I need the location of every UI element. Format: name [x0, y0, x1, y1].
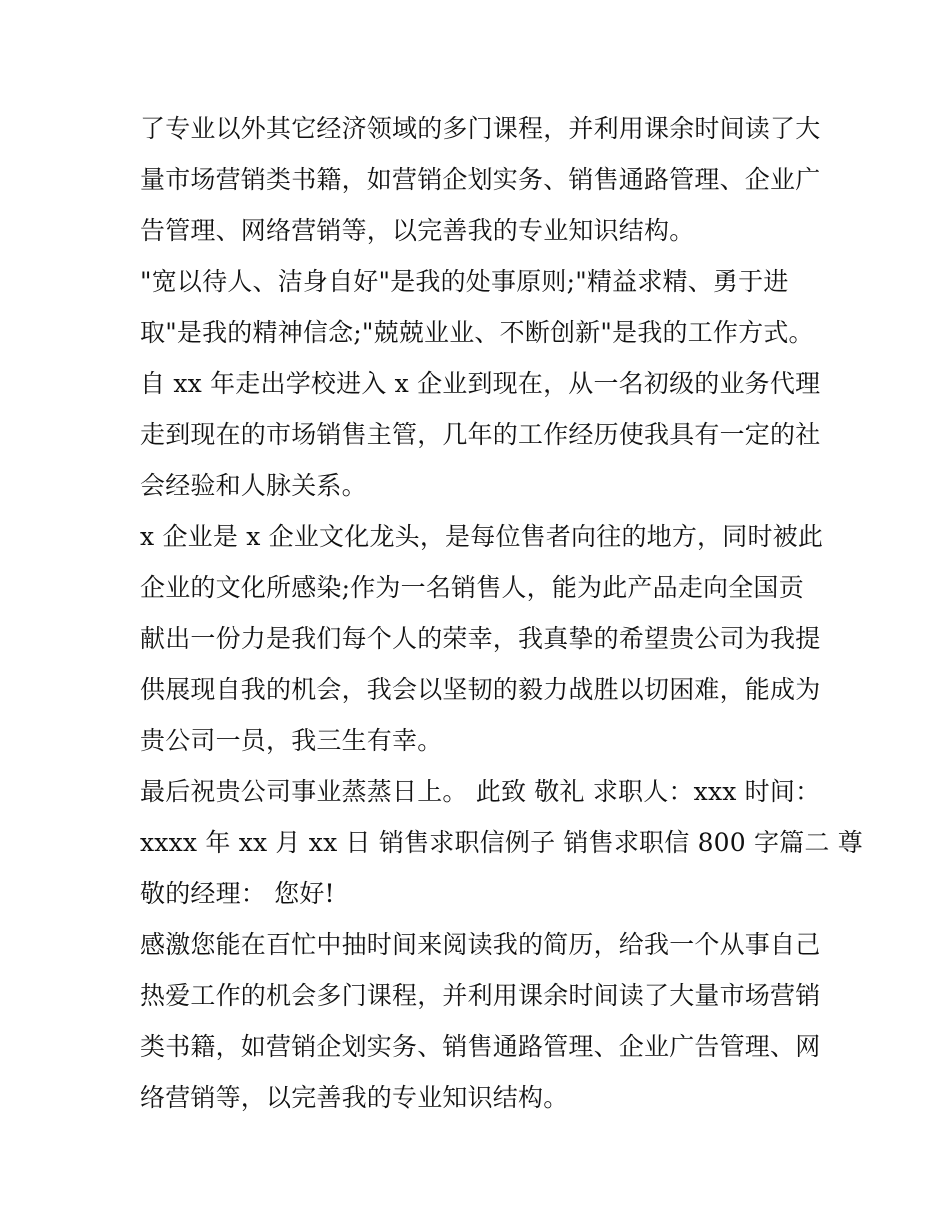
text-line: 感激您能在百忙中抽时间来阅读我的简历，给我一个从事自己 [140, 930, 821, 959]
text-line: 会经验和人脉关系。 [140, 471, 367, 500]
text-line: 告管理、网络营销等，以完善我的专业知识结构。 [140, 216, 695, 245]
text-line: 量市场营销类书籍，如营销企划实务、销售通路管理、企业广 [140, 165, 821, 194]
text-line: "宽以待人、洁身自好"是我的处事原则;"精益求精、勇于进 [140, 267, 789, 296]
text-line: 企业的文化所感染;作为一名销售人，能为此产品走向全国贡 [140, 573, 804, 602]
text-line: 热爱工作的机会多门课程，并利用课余时间读了大量市场营销 [140, 981, 821, 1010]
text-line: x 企业是 x 企业文化龙头，是每位售者向往的地方，同时被此 [140, 522, 824, 551]
text-line: xxxx 年 xx 月 xx 日 销售求职信例子 销售求职信 800 字篇二 尊 [140, 828, 863, 857]
text-line: 敬的经理： 您好! [140, 879, 335, 908]
text-line: 最后祝贵公司事业蒸蒸日上。 此致 敬礼 求职人：xxx 时间： [140, 777, 821, 806]
text-line: 类书籍，如营销企划实务、销售通路管理、企业广告管理、网 [140, 1032, 821, 1061]
text-line: 自 xx 年走出学校进入 x 企业到现在，从一名初级的业务代理 [140, 369, 821, 398]
text-line: 络营销等，以完善我的专业知识结构。 [140, 1083, 569, 1112]
text-line: 取"是我的精神信念;"兢兢业业、不断创新"是我的工作方式。 [140, 318, 814, 347]
text-line: 走到现在的市场销售主管，几年的工作经历使我具有一定的社 [140, 420, 821, 449]
text-line: 献出一份力是我们每个人的荣幸，我真挚的希望贵公司为我提 [140, 624, 821, 653]
text-line: 贵公司一员，我三生有幸。 [140, 726, 443, 755]
document-body [140, 103, 863, 1123]
text-line: 了专业以外其它经济领域的多门课程，并利用课余时间读了大 [140, 114, 821, 143]
text-line: 供展现自我的机会，我会以坚韧的毅力战胜以切困难，能成为 [140, 675, 821, 704]
